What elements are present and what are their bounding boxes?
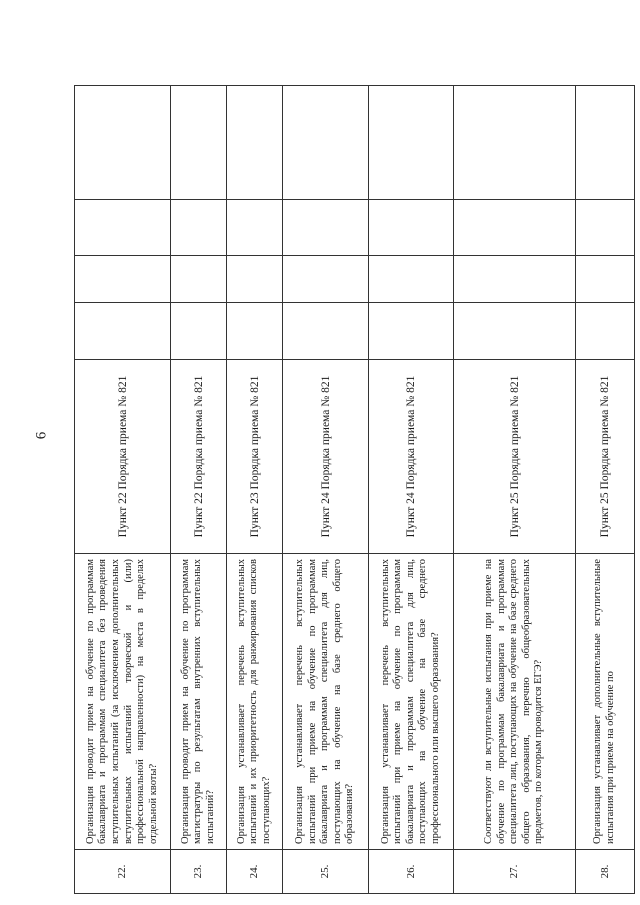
row-number: 28. — [576, 850, 635, 894]
page-number: 6 — [33, 431, 50, 440]
regulation-reference: Пункт 25 Порядка приема № 821 — [576, 360, 635, 554]
answer-no-cell — [283, 256, 369, 303]
row-number: 24. — [227, 850, 283, 894]
answer-no-cell — [75, 256, 171, 303]
row-number: 25. — [283, 850, 369, 894]
answer-yes-cell — [75, 303, 171, 360]
answer-na-cell — [171, 200, 227, 256]
question-text: Организация устанавливает перечень вступительных испытаний при приеме на обучение по программам бакалавриата и программам специалитета для лиц, поступающих на обучение на базе среднего профессионального или высшего образования? — [369, 554, 454, 850]
question-text: Соответствуют ли вступительные испытания при приеме на обучение по программам бакалавриата и программам специалитета лиц, поступающих на обучение на базе среднего общего образования, перечню общеобразовательных предметов, по которым проводится ЕГЭ? — [454, 554, 576, 850]
notes-cell — [454, 86, 576, 200]
checklist-table-wrapper — [74, 86, 634, 894]
answer-na-cell — [369, 200, 454, 256]
answer-yes-cell — [283, 303, 369, 360]
regulation-reference: Пункт 22 Порядка приема № 821 — [75, 360, 171, 554]
notes-cell — [75, 86, 171, 200]
regulation-reference: Пункт 24 Порядка приема № 821 — [283, 360, 369, 554]
table-row — [171, 86, 227, 894]
answer-no-cell — [227, 256, 283, 303]
row-number: 23. — [171, 850, 227, 894]
table-row — [283, 86, 369, 894]
answer-na-cell — [227, 200, 283, 256]
answer-na-cell — [283, 200, 369, 256]
answer-no-cell — [171, 256, 227, 303]
rotated-page-content — [74, 86, 634, 894]
table-row — [369, 86, 454, 894]
answer-na-cell — [75, 200, 171, 256]
checklist-table — [74, 85, 635, 894]
regulation-reference: Пункт 22 Порядка приема № 821 — [171, 360, 227, 554]
table-row — [227, 86, 283, 894]
regulation-reference: Пункт 25 Порядка приема № 821 — [454, 360, 576, 554]
answer-yes-cell — [576, 303, 635, 360]
answer-yes-cell — [171, 303, 227, 360]
answer-yes-cell — [227, 303, 283, 360]
answer-yes-cell — [369, 303, 454, 360]
question-text: Организация проводит прием на обучение по программам магистратуры по результатам внутренних вступительных испытаний? — [171, 554, 227, 850]
table-row — [75, 86, 171, 894]
regulation-reference: Пункт 24 Порядка приема № 821 — [369, 360, 454, 554]
table-row — [454, 86, 576, 894]
notes-cell — [227, 86, 283, 200]
answer-no-cell — [576, 256, 635, 303]
answer-na-cell — [576, 200, 635, 256]
notes-cell — [576, 86, 635, 200]
row-number: 22. — [75, 850, 171, 894]
row-number: 26. — [369, 850, 454, 894]
answer-yes-cell — [454, 303, 576, 360]
question-text: Организация устанавливает перечень вступительных испытаний при приеме на обучение по программам бакалавриата и программам специалитета для лиц, поступающих на обучение на базе среднего общего образования? — [283, 554, 369, 850]
notes-cell — [171, 86, 227, 200]
answer-no-cell — [369, 256, 454, 303]
question-text: Организация устанавливает перечень вступительных испытаний и их приоритетность для ранжирования списков поступающих? — [227, 554, 283, 850]
answer-no-cell — [454, 256, 576, 303]
question-text: Организация устанавливает дополнительные вступительные испытания при приеме на обучение по — [576, 554, 635, 850]
notes-cell — [283, 86, 369, 200]
regulation-reference: Пункт 23 Порядка приема № 821 — [227, 360, 283, 554]
question-text: Организация проводит прием на обучение по программам бакалавриата и программам специалитета без проведения вступительных испытаний (за исключением дополнительных вступительных испытаний творческой и (или) профессиональной направленности) на места в пределах отдельной квоты? — [75, 554, 171, 850]
table-row — [576, 86, 635, 894]
row-number: 27. — [454, 850, 576, 894]
notes-cell — [369, 86, 454, 200]
answer-na-cell — [454, 200, 576, 256]
